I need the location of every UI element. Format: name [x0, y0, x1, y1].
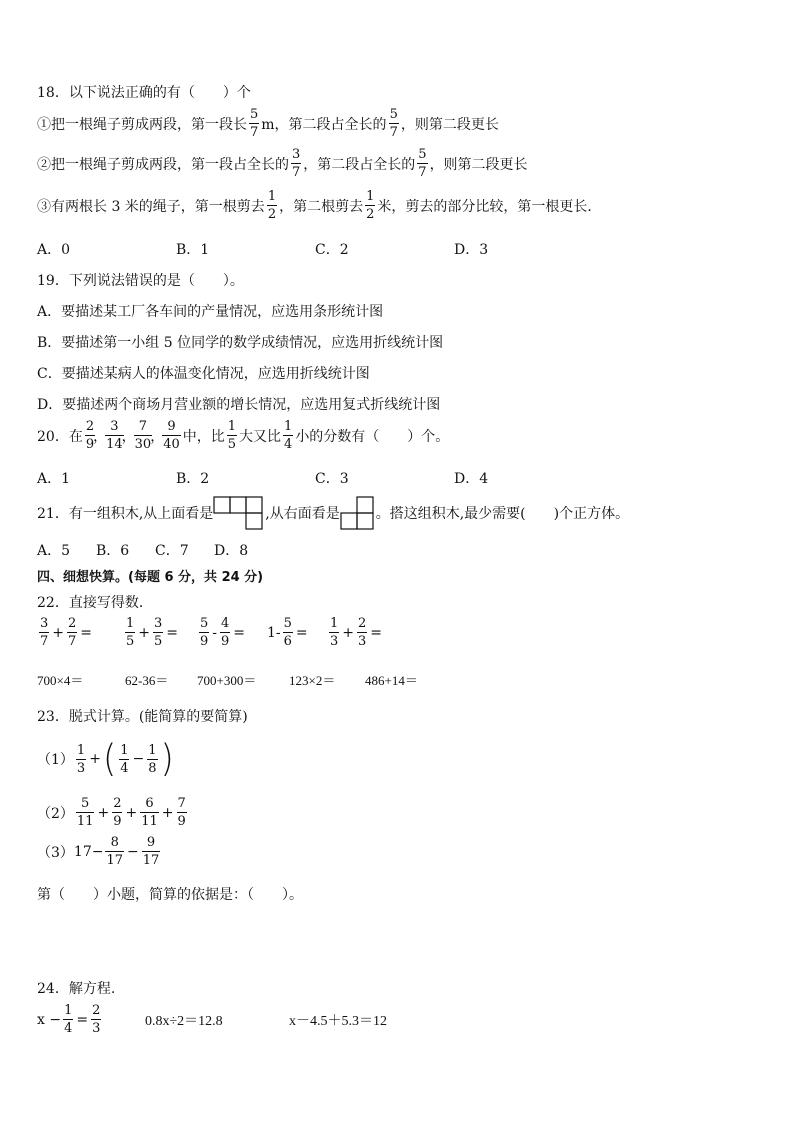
- block: [214, 497, 230, 513]
- expression: [267, 617, 327, 648]
- numerator: 3: [292, 147, 301, 162]
- numerator: 9: [167, 419, 176, 434]
- text: m，第二段占全长的: [261, 116, 387, 133]
- denominator: 9: [85, 437, 95, 452]
- q18-statement-2: [37, 148, 528, 179]
- denominator: 9: [221, 634, 230, 649]
- option-text: A．要描述某工厂各车间的产量情况，应选用条形统计图: [37, 304, 384, 320]
- expression: [37, 617, 123, 648]
- section-heading-text: 四、细想快算。(每题 6 分，共 24 分): [37, 570, 264, 585]
- fraction: [177, 797, 187, 828]
- fraction: [389, 108, 399, 139]
- expression: 486+14＝: [365, 673, 418, 688]
- q19-option-c[interactable]: [37, 363, 370, 383]
- operator: +: [97, 804, 110, 821]
- q18-options: [37, 239, 488, 259]
- expression: [123, 617, 197, 648]
- numerator: 2: [113, 796, 122, 811]
- option-d[interactable]: D．4: [454, 471, 489, 487]
- q21-options: [37, 540, 248, 560]
- fraction: [147, 744, 157, 775]
- denominator: 7: [389, 125, 398, 140]
- fraction: [142, 836, 161, 867]
- denominator: 3: [358, 634, 367, 649]
- part-label: （1）: [37, 752, 74, 768]
- denominator: 2: [267, 207, 277, 222]
- numerator: 5: [81, 796, 90, 811]
- denominator: 2: [366, 207, 375, 222]
- fraction: [153, 617, 163, 648]
- text: 中，比: [182, 428, 225, 445]
- denominator: 11: [141, 814, 158, 829]
- right-paren: ): [160, 737, 174, 781]
- option-b[interactable]: B．2: [176, 471, 210, 487]
- numerator: 2: [358, 616, 367, 631]
- denominator: 9: [113, 814, 122, 829]
- text: 21．有一组积木,从上面看是: [37, 506, 214, 522]
- q24-equations: [37, 1004, 387, 1035]
- part-label: （2）: [37, 805, 74, 822]
- denominator: 5: [154, 634, 163, 649]
- fraction: [220, 617, 230, 648]
- equals: =: [233, 624, 246, 641]
- expression: 700×4＝: [37, 673, 84, 688]
- q20-options: [37, 468, 488, 488]
- expression: [197, 617, 267, 648]
- q22-stem: [37, 592, 153, 612]
- operator: +: [342, 624, 355, 641]
- left-paren: (: [102, 737, 117, 781]
- denominator: 7: [40, 634, 49, 649]
- text: ②把一根绳子剪成两段，第一段占全长的: [37, 156, 289, 173]
- fraction: [76, 797, 95, 828]
- denominator: 4: [120, 760, 129, 776]
- text: 。搭这组积木,最少需要( )个正方体。: [375, 506, 630, 522]
- fraction: [162, 420, 181, 451]
- fraction: [329, 617, 339, 648]
- part-label: （3）: [37, 844, 74, 861]
- numerator: 3: [110, 419, 119, 434]
- operator: -: [212, 624, 218, 641]
- numerator: 6: [145, 796, 154, 811]
- option-a[interactable]: A．0: [37, 242, 71, 258]
- numerator: 1: [126, 616, 135, 631]
- numerator: 9: [146, 835, 156, 850]
- q18-statement-3: [37, 190, 601, 221]
- fraction: [291, 148, 301, 179]
- q23-part-3: [37, 836, 162, 867]
- numerator: 2: [68, 616, 77, 631]
- numerator: 1: [330, 616, 339, 631]
- operator: +: [89, 751, 101, 767]
- numerator: 1: [148, 742, 157, 758]
- q22-fraction-row: [37, 617, 383, 648]
- fraction: [267, 190, 277, 221]
- q19-stem: [37, 270, 244, 290]
- fraction: [63, 1004, 73, 1035]
- denominator: 30: [134, 437, 152, 452]
- text: ①把一根绳子剪成两段，第一段长: [37, 116, 247, 133]
- option-d[interactable]: D．3: [454, 242, 489, 258]
- text: ，第二根剪去: [279, 198, 364, 215]
- block: [246, 513, 262, 529]
- denominator: 14: [106, 437, 123, 452]
- q22-integer-row: [37, 670, 418, 689]
- q19-option-d[interactable]: [37, 394, 440, 414]
- expression: 62-36＝: [125, 673, 169, 688]
- fraction: [283, 420, 293, 451]
- fraction: [125, 617, 135, 648]
- option-text: C．要描述某病人的体温变化情况，应选用折线统计图: [37, 366, 370, 382]
- option-b[interactable]: B．6: [96, 543, 130, 559]
- q19-option-a[interactable]: [37, 301, 383, 321]
- equation-1: [37, 1004, 145, 1035]
- q18-statement-1: [37, 108, 499, 139]
- text: ，则第二段更长: [429, 156, 528, 173]
- right-view-blocks-figure: [340, 496, 376, 530]
- fraction: [283, 617, 293, 648]
- numerator: 1: [284, 419, 293, 434]
- denominator: 3: [76, 760, 86, 776]
- denominator: 7: [418, 165, 427, 180]
- numerator: 1: [227, 419, 237, 434]
- text: ，第二段占全长的: [303, 156, 416, 173]
- numerator: 3: [154, 616, 163, 631]
- numerator: 1: [64, 1003, 73, 1018]
- denominator: 5: [126, 634, 135, 649]
- equation-3: x－4.5＋5.3＝12: [289, 1013, 387, 1029]
- text: ③有两根长 3 米的绳子，第一根剪去: [37, 198, 265, 215]
- equals: =: [295, 624, 308, 641]
- expression: [327, 617, 383, 648]
- comma: ，: [93, 428, 108, 445]
- option-text: D．要描述两个商场月营业额的增长情况，应选用复式折线统计图: [37, 397, 441, 413]
- q23-note-text: 第（ ）小题，简算的依据是：（ ）。: [37, 887, 303, 903]
- fraction: [91, 1004, 101, 1035]
- equals: =: [166, 624, 179, 641]
- denominator: 3: [92, 1021, 101, 1036]
- q23-part-1: [37, 737, 175, 781]
- option-c[interactable]: C．2: [315, 242, 349, 258]
- denominator: 9: [200, 634, 209, 649]
- denominator: 6: [283, 634, 292, 649]
- fraction: [199, 617, 209, 648]
- numerator: 4: [221, 616, 230, 631]
- numerator: 1: [76, 742, 86, 758]
- numerator: 2: [92, 1003, 101, 1018]
- operator: −: [127, 843, 139, 860]
- fraction: [39, 617, 49, 648]
- fraction: [417, 148, 427, 179]
- text: ,从右面看是: [265, 506, 340, 522]
- q23-part-2: [37, 797, 189, 828]
- whole-part: 1-: [267, 624, 281, 641]
- option-a[interactable]: A．5: [37, 543, 71, 559]
- text: 20．在: [37, 428, 83, 445]
- top-view-blocks-figure: [213, 496, 265, 530]
- numerator: 8: [110, 835, 119, 850]
- fraction: [76, 744, 86, 775]
- fraction: [249, 108, 259, 139]
- text: ，则第二段更长: [400, 116, 499, 133]
- block: [357, 497, 373, 513]
- text: 小的分数有（ ）个。: [295, 428, 450, 445]
- numerator: 7: [138, 419, 148, 434]
- q23-stem-text: 23．脱式计算。(能简算的要简算): [37, 709, 248, 725]
- whole-part: 17−: [73, 843, 104, 860]
- denominator: 11: [76, 814, 94, 829]
- q24-stem: [37, 978, 115, 998]
- text: 大又比: [239, 428, 282, 445]
- denominator: 17: [106, 853, 124, 868]
- q18-stem-text: 18．以下说法正确的有（ ）个: [37, 85, 251, 101]
- denominator: 3: [330, 634, 339, 649]
- numerator: 5: [200, 616, 209, 631]
- equals: =: [370, 624, 383, 641]
- block: [230, 497, 246, 513]
- fraction: [112, 797, 122, 828]
- fraction: [119, 744, 129, 775]
- block: [341, 513, 357, 529]
- denominator: 4: [284, 437, 293, 452]
- equals: =: [76, 1011, 89, 1028]
- denominator: 40: [163, 437, 180, 452]
- option-a[interactable]: A．1: [37, 471, 71, 487]
- fraction: [365, 190, 375, 221]
- numerator: 5: [250, 107, 259, 122]
- denominator: 4: [64, 1021, 73, 1036]
- q24-stem-text: 24．解方程.: [37, 981, 116, 997]
- denominator: 9: [177, 814, 186, 829]
- expression: 123×2＝: [289, 673, 336, 688]
- denominator: 7: [250, 125, 259, 140]
- numerator: 1: [120, 742, 129, 758]
- denominator: 7: [292, 165, 301, 180]
- equals: =: [80, 624, 93, 641]
- denominator: 7: [68, 634, 77, 649]
- numerator: 1: [366, 189, 375, 204]
- option-c[interactable]: C．3: [315, 471, 349, 487]
- option-d[interactable]: D．8: [214, 543, 249, 559]
- operator: +: [52, 624, 65, 641]
- block: [246, 497, 262, 513]
- option-b[interactable]: B．1: [176, 242, 210, 258]
- operator: −: [132, 751, 145, 767]
- q22-stem-text: 22．直接写得数．: [37, 595, 153, 611]
- numerator: 2: [85, 419, 95, 434]
- fraction: [227, 420, 237, 451]
- numerator: 1: [267, 189, 277, 204]
- numerator: 5: [389, 107, 398, 122]
- operator: +: [138, 624, 151, 641]
- comma: ，: [121, 428, 136, 445]
- block: [357, 513, 373, 529]
- comma: ，: [150, 428, 165, 445]
- fraction: [140, 797, 159, 828]
- denominator: 5: [227, 437, 237, 452]
- numerator: 5: [283, 616, 292, 631]
- option-text: B．要描述第一小组 5 位同学的数学成绩情况，应选用折线统计图: [37, 335, 444, 351]
- denominator: 8: [148, 760, 157, 776]
- operator: +: [125, 804, 138, 821]
- q23-stem: [37, 706, 248, 726]
- fraction: [357, 617, 367, 648]
- numerator: 3: [40, 616, 49, 631]
- fraction: [105, 836, 124, 867]
- q21-stem: [37, 496, 629, 530]
- option-c[interactable]: C．7: [155, 543, 189, 559]
- section-heading: [37, 566, 263, 585]
- text: x −: [37, 1011, 62, 1028]
- q20-stem: [37, 420, 449, 451]
- q18-stem: [37, 82, 251, 102]
- q19-stem-text: 19．下列说法错误的是（ ）。: [37, 273, 244, 289]
- operator: +: [161, 804, 174, 821]
- text: 米，剪去的部分比较，第一根更长．: [377, 198, 602, 215]
- expression: 700+300＝: [197, 673, 257, 688]
- q19-option-b[interactable]: [37, 332, 443, 352]
- equation-2: 0.8x÷2＝12.8: [145, 1013, 223, 1029]
- fraction: [67, 617, 77, 648]
- denominator: 17: [142, 853, 160, 868]
- numerator: 5: [418, 147, 427, 162]
- numerator: 7: [177, 796, 186, 811]
- q23-note: [37, 884, 303, 904]
